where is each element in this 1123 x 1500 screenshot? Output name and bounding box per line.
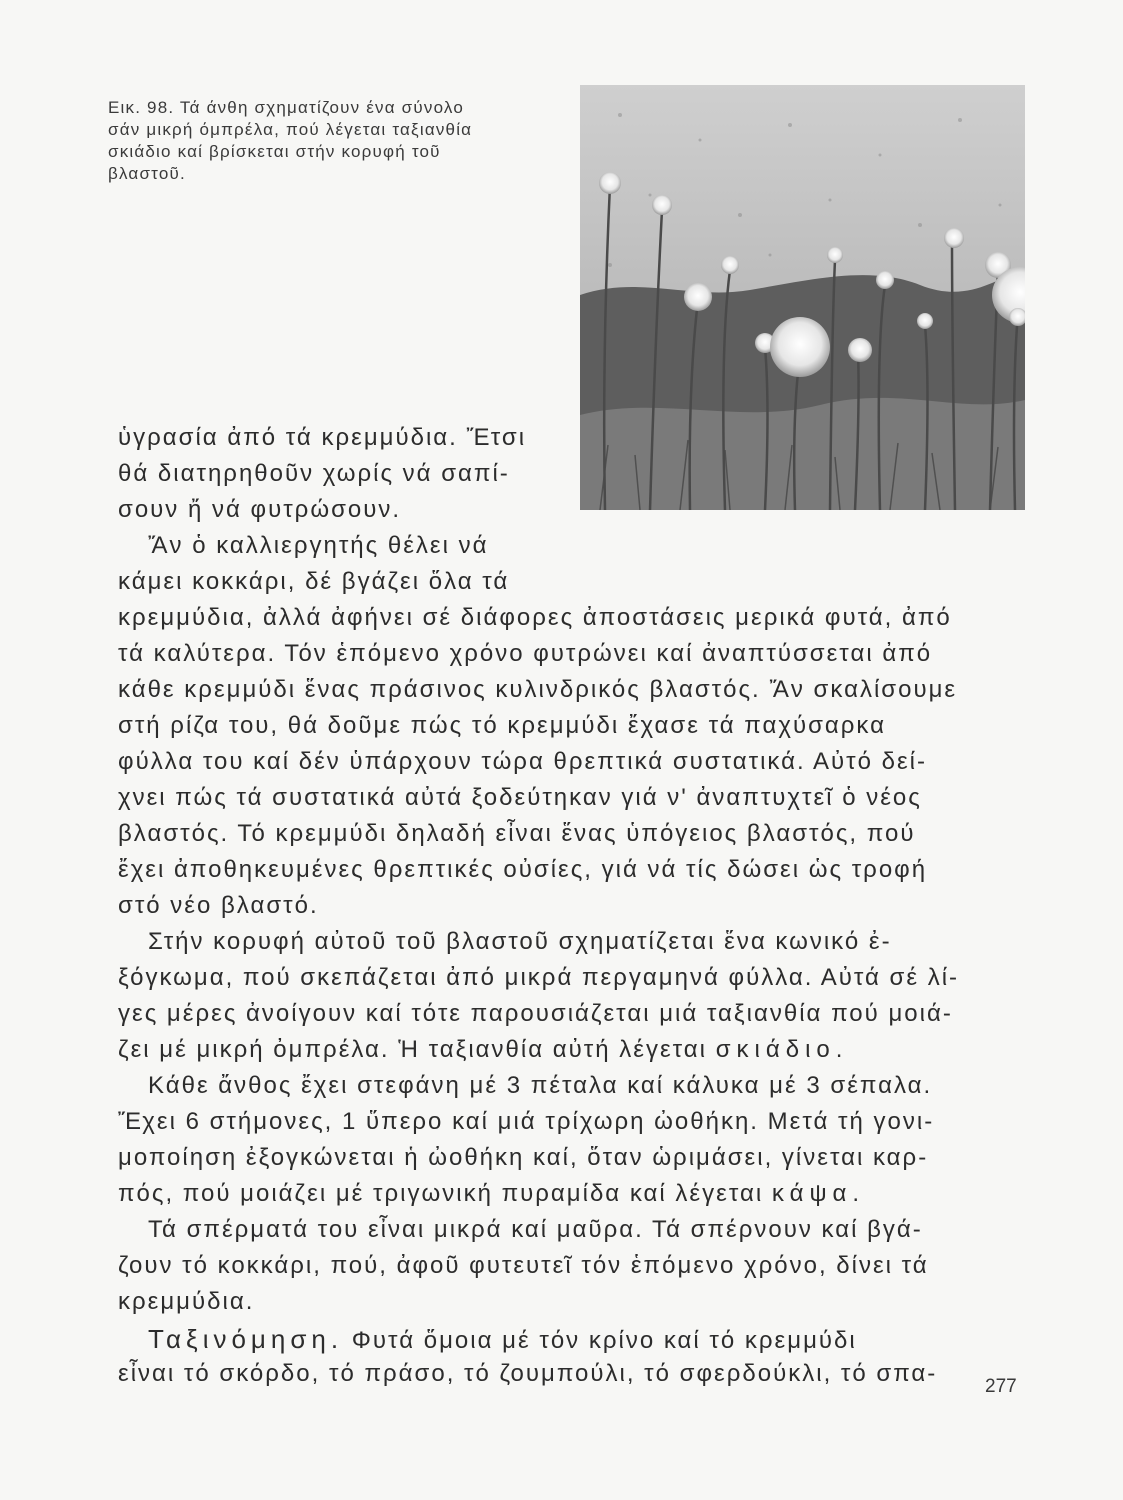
text-line: εἶναι τό σκόρδο, τό πράσο, τό ζουμπούλι, τό σφερδούκλι, τό σπα- bbox=[118, 1360, 938, 1387]
text-line: κρεμμύδια, ἀλλά ἀφήνει σέ διάφορες ἀποστάσεις μερικά φυτά, ἀπό bbox=[118, 604, 952, 631]
text-line bbox=[148, 1324, 857, 1355]
text-segment: ζει μέ μικρή ὀμπρέλα. Ἡ ταξιανθία αὐτή λέγεται bbox=[118, 1036, 708, 1063]
text-line: σουν ἤ νά φυτρώσουν. bbox=[118, 496, 402, 523]
text-line: Τά σπέρματά του εἶναι μικρά καί μαῦρα. Τά σπέρνουν καί βγά- bbox=[148, 1216, 923, 1243]
term-skiadio: σκιάδιο. bbox=[715, 1036, 849, 1063]
figure-photo bbox=[580, 85, 1025, 510]
caption-line: βλαστοῦ. bbox=[108, 164, 186, 183]
caption-line: σάν μικρή όμπρέλα, πού λέγεται ταξιανθία bbox=[108, 120, 473, 139]
text-line: βλαστός. Τό κρεμμύδι δηλαδή εἶναι ἕνας ὑπόγειος βλαστός, πού bbox=[118, 820, 916, 847]
text-line: μοποίηση ἐξογκώνεται ἡ ὠοθήκη καί, ὅταν ὡριμάσει, γίνεται καρ- bbox=[118, 1144, 929, 1171]
text-line: κάμει κοκκάρι, δέ βγάζει ὅλα τά bbox=[118, 568, 510, 595]
text-segment: πός, πού μοιάζει μέ τριγωνική πυραμίδα καί λέγεται bbox=[118, 1180, 764, 1207]
text-line: κάθε κρεμμύδι ἕνας πράσινος κυλινδρικός βλαστός. Ἄν σκαλίσουμε bbox=[118, 676, 958, 703]
text-segment: Φυτά ὅμοια μέ τόν κρίνο καί τό κρεμμύδι bbox=[351, 1327, 857, 1354]
text-line: Κάθε ἄνθος ἔχει στεφάνη μέ 3 πέταλα καί κάλυκα μέ 3 σέπαλα. bbox=[148, 1072, 933, 1099]
term-kapsa: κάψα. bbox=[771, 1180, 866, 1207]
text-line: φύλλα του καί δέν ὑπάρχουν τώρα θρεπτικά συστατικά. Αὐτό δεί- bbox=[118, 748, 927, 775]
text-line: στή ρίζα του, θά δοῦμε πώς τό κρεμμύδι ἔχασε τά παχύσαρκα bbox=[118, 712, 886, 739]
text-line: ξόγκωμα, πού σκεπάζεται ἀπό μικρά περγαμηνά φύλλα. Αὐτά σέ λί- bbox=[118, 964, 960, 991]
text-line: θά διατηρηθοῦν χωρίς νά σαπί- bbox=[118, 460, 510, 487]
text-line bbox=[118, 1180, 865, 1208]
text-line: ὑγρασία ἀπό τά κρεμμύδια. Ἔτσι bbox=[118, 424, 527, 451]
caption-line: Εικ. 98. Τά άνθη σχηματίζουν ένα σύνολο bbox=[108, 98, 465, 117]
text-line: στό νέο βλαστό. bbox=[118, 892, 319, 919]
text-line: ζουν τό κοκκάρι, πού, ἀφοῦ φυτευτεῖ τόν ἑπόμενο χρόνο, δίνει τά bbox=[118, 1252, 929, 1279]
text-line: κρεμμύδια. bbox=[118, 1288, 255, 1315]
figure-caption bbox=[108, 97, 558, 185]
section-heading-taxinomisi: Ταξινόμηση. bbox=[148, 1324, 344, 1354]
text-line: Ἔχει 6 στήμονες, 1 ὕπερο καί μιά τρίχωρη ὠοθήκη. Μετά τή γονι- bbox=[118, 1108, 935, 1135]
text-line: γες μέρες ἀνοίγουν καί τότε παρουσιάζεται μιά ταξιανθία πού μοιά- bbox=[118, 1000, 953, 1027]
text-line: Ἄν ὁ καλλιεργητής θέλει νά bbox=[148, 532, 489, 559]
text-line: τά καλύτερα. Τόν ἑπόμενο χρόνο φυτρώνει καί ἀναπτύσσεται ἀπό bbox=[118, 640, 933, 667]
caption-line: σκιάδιο καί βρίσκεται στήν κορυφή τοῦ bbox=[108, 142, 441, 161]
page-number: 277 bbox=[985, 1376, 1017, 1397]
text-line: Στήν κορυφή αὐτοῦ τοῦ βλαστοῦ σχηματίζεται ἕνα κωνικό ἐ- bbox=[148, 928, 892, 955]
text-line: ἔχει ἀποθηκευμένες θρεπτικές οὐσίες, γιά νά τίς δώσει ὡς τροφή bbox=[118, 856, 928, 883]
text-line bbox=[118, 1036, 848, 1064]
text-line: χνει πώς τά συστατικά αὐτά ξοδεύτηκαν γιά ν' ἀναπτυχτεῖ ὁ νέος bbox=[118, 784, 922, 811]
